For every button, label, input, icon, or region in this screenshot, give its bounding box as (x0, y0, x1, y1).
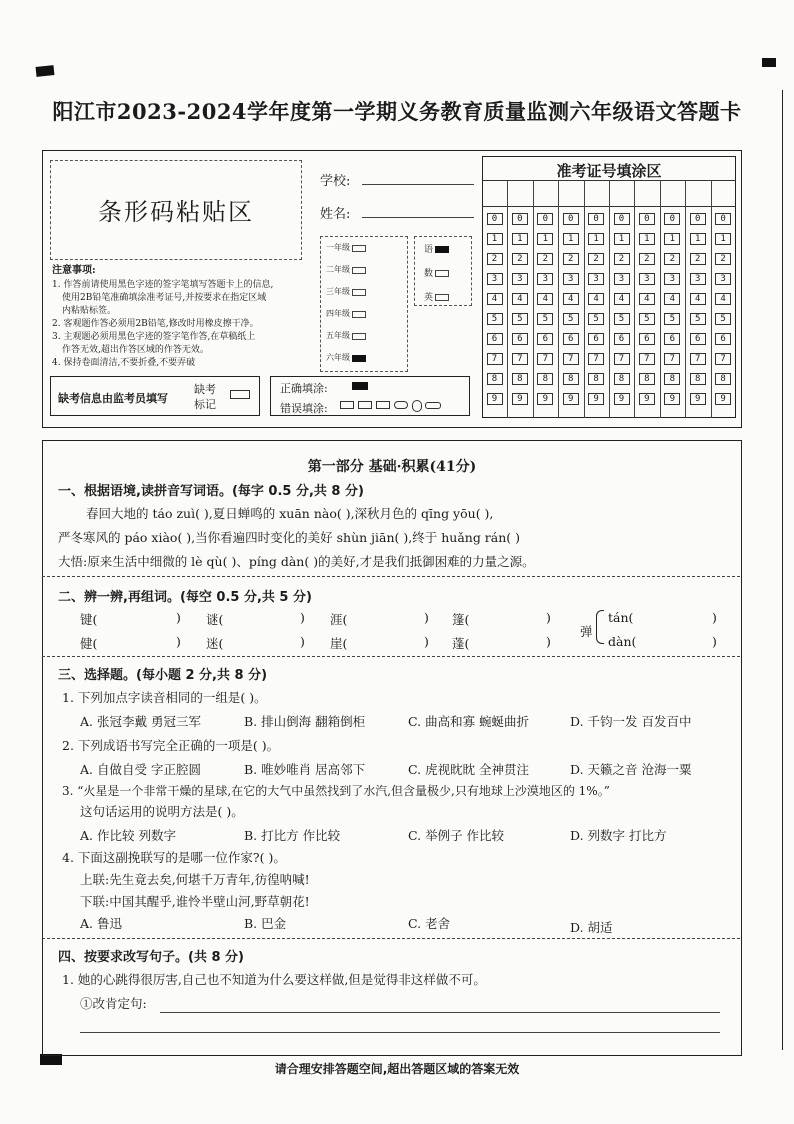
name-field[interactable] (362, 217, 474, 218)
admission-digit-bubble[interactable]: 0 (690, 213, 706, 225)
admission-digit-bubble[interactable]: 1 (715, 233, 731, 245)
q2-r2c4-close: ) (546, 634, 551, 649)
q2-title: 二、辨一辨,再组词。(每空 0.5 分,共 5 分) (58, 590, 312, 605)
correct-fill-label: 正确填涂: (280, 382, 328, 395)
admission-digit-write-cell[interactable] (558, 180, 583, 206)
admission-digit-bubble[interactable]: 2 (690, 253, 706, 265)
admission-digit-bubble[interactable]: 4 (639, 293, 655, 305)
q3-1-opt-b: B. 排山倒海 翻箱倒柜 (244, 714, 366, 729)
subject-chinese-box-filled[interactable] (435, 246, 449, 253)
grade-2-label: 二年级 (326, 265, 350, 274)
q2-tan-close: ) (712, 610, 717, 625)
q2-r1c2-close: ) (300, 610, 305, 625)
grid-column-divider (685, 180, 686, 418)
admission-digit-bubble[interactable]: 3 (639, 273, 655, 285)
correct-fill-sample (352, 382, 368, 390)
footer-notice: 请合理安排答题空间,超出答题区域的答案无效 (274, 1062, 520, 1076)
section-divider-1 (42, 576, 740, 577)
admission-digit-bubble[interactable]: 0 (537, 213, 553, 225)
q2-r2c1-close: ) (176, 634, 181, 649)
admission-digit-bubble[interactable]: 0 (588, 213, 604, 225)
grid-column-divider (533, 180, 534, 418)
grid-column-divider (711, 180, 712, 418)
q2-r1c4: 篷( (452, 612, 470, 627)
admission-digit-bubble[interactable]: 9 (588, 393, 604, 405)
q2-dan: dàn( (608, 634, 637, 649)
subject-chinese[interactable] (424, 242, 449, 255)
wrong-fill-samples (340, 400, 441, 412)
q3-3-opt-d: D. 列数字 打比方 (570, 828, 667, 843)
admission-digit-write-cell[interactable] (711, 180, 736, 206)
q2-r2c1: 健( (80, 636, 98, 651)
name-label: 姓名: (320, 207, 351, 222)
admission-digit-bubble[interactable]: 4 (588, 293, 604, 305)
grade-5[interactable] (326, 330, 366, 341)
q2-dan-close: ) (712, 634, 717, 649)
admission-digit-bubble[interactable]: 0 (487, 213, 503, 225)
admission-digit-bubble[interactable]: 7 (537, 353, 553, 365)
admission-digit-bubble[interactable]: 1 (563, 233, 579, 245)
admission-digit-bubble[interactable]: 2 (588, 253, 604, 265)
admission-digit-bubble[interactable]: 6 (588, 333, 604, 345)
admission-digit-bubble[interactable]: 7 (664, 353, 680, 365)
grade-4-box[interactable] (352, 311, 366, 318)
admission-digit-bubble[interactable]: 7 (563, 353, 579, 365)
admission-digit-write-cell[interactable] (634, 180, 659, 206)
admission-digit-bubble[interactable]: 3 (715, 273, 731, 285)
admission-digit-bubble[interactable]: 3 (614, 273, 630, 285)
admission-digit-bubble[interactable]: 1 (487, 233, 503, 245)
admission-digit-bubble[interactable]: 6 (639, 333, 655, 345)
q4-1-sentence: 1. 她的心跳得很厉害,自己也不知道为什么要这样做,但是觉得非这样做不可。 (62, 972, 486, 987)
admission-digit-bubble[interactable]: 8 (487, 373, 503, 385)
admission-digit-bubble[interactable]: 8 (512, 373, 528, 385)
q3-2-opt-a: A. 自做自受 字正腔圆 (80, 762, 201, 777)
admission-digit-bubble[interactable]: 0 (664, 213, 680, 225)
admission-digit-bubble[interactable]: 5 (563, 313, 579, 325)
q2-tan: tán( (608, 610, 634, 625)
barcode-label: 条形码粘贴区 (98, 198, 254, 226)
q3-4-up: 上联:先生竟去矣,何堪千万青年,彷徨呐喊! (80, 872, 310, 887)
admission-digit-bubble[interactable]: 9 (639, 393, 655, 405)
school-field[interactable] (362, 184, 474, 185)
grade-2-box[interactable] (352, 267, 366, 274)
subject-english[interactable] (424, 290, 449, 303)
admission-digit-bubble[interactable]: 6 (563, 333, 579, 345)
absent-mark-label: 缺考标记 (194, 383, 216, 411)
admission-digit-bubble[interactable]: 9 (563, 393, 579, 405)
admission-title: 准考证号填涂区 (556, 162, 662, 180)
subject-math-label: 数 (424, 269, 434, 279)
grade-6-label: 六年级 (326, 353, 350, 362)
admission-digit-bubble[interactable]: 2 (563, 253, 579, 265)
admission-digit-bubble[interactable]: 9 (614, 393, 630, 405)
admission-digit-bubble[interactable]: 5 (664, 313, 680, 325)
subject-english-box[interactable] (435, 294, 449, 301)
admission-digit-bubble[interactable]: 7 (614, 353, 630, 365)
section-divider-2 (42, 656, 740, 657)
admission-digit-bubble[interactable]: 3 (588, 273, 604, 285)
admission-digit-write-cell[interactable] (533, 180, 558, 206)
section-divider-3 (42, 938, 740, 939)
grade-1[interactable] (326, 242, 366, 253)
grade-3-box[interactable] (352, 289, 366, 296)
q3-4-down: 下联:中国其醒乎,谁怜半壁山河,野草朝花! (80, 894, 310, 909)
q3-2-stem: 2. 下列成语书写完全正确的一项是( )。 (62, 738, 280, 753)
admission-digit-bubble[interactable]: 3 (512, 273, 528, 285)
admission-digit-bubble[interactable]: 0 (715, 213, 731, 225)
admission-digit-bubble[interactable]: 1 (512, 233, 528, 245)
note-line-2: 使用2B铅笔准确填涂准考证号,并按要求在指定区域 (62, 293, 267, 303)
admission-digit-bubble[interactable]: 4 (563, 293, 579, 305)
admission-digit-bubble[interactable]: 8 (614, 373, 630, 385)
grid-column-divider (584, 180, 585, 418)
q3-4-opt-c: C. 老舍 (408, 916, 451, 931)
admission-digit-bubble[interactable]: 6 (537, 333, 553, 345)
admission-digit-bubble[interactable]: 6 (512, 333, 528, 345)
admission-digit-bubble[interactable]: 9 (487, 393, 503, 405)
note-line-7: 4. 保持卷面清洁,不要折叠,不要弄破 (52, 358, 196, 368)
admission-digit-bubble[interactable]: 1 (537, 233, 553, 245)
admission-digit-bubble[interactable]: 7 (690, 353, 706, 365)
subject-english-label: 英 (424, 293, 434, 303)
admission-digit-bubble[interactable]: 1 (639, 233, 655, 245)
grid-column-divider (660, 180, 661, 418)
admission-digit-bubble[interactable]: 9 (690, 393, 706, 405)
admission-digit-bubble[interactable]: 3 (537, 273, 553, 285)
admission-digit-bubble[interactable]: 6 (664, 333, 680, 345)
q3-2-opt-d: D. 天籁之音 沧海一粟 (570, 762, 692, 777)
admission-digit-bubble[interactable]: 3 (690, 273, 706, 285)
grade-1-box[interactable] (352, 245, 366, 252)
admission-digit-bubble[interactable]: 2 (614, 253, 630, 265)
admission-digit-bubble[interactable]: 5 (537, 313, 553, 325)
grade-5-label: 五年级 (326, 331, 350, 340)
admission-digit-bubble[interactable]: 8 (588, 373, 604, 385)
q4-title: 四、按要求改写句子。(共 8 分) (58, 950, 244, 965)
note-line-6: 作答无效,超出作答区域的作答无效。 (62, 345, 209, 355)
admission-digit-write-cell[interactable] (584, 180, 609, 206)
q2-r2c3: 崖( (330, 636, 348, 651)
admission-digit-bubble[interactable]: 8 (639, 373, 655, 385)
part1-title: 第一部分 基础·积累(41分) (307, 459, 477, 475)
grade-3[interactable] (326, 286, 366, 297)
q3-4-opt-b: B. 巴金 (244, 916, 287, 931)
q2-r1c2: 谜( (206, 612, 224, 627)
q3-2-opt-c: C. 虎视眈眈 全神贯注 (408, 762, 530, 777)
admission-digit-bubble[interactable]: 2 (639, 253, 655, 265)
admission-digit-bubble[interactable]: 1 (588, 233, 604, 245)
q2-r1c1-close: ) (176, 610, 181, 625)
grade-6[interactable] (326, 352, 366, 363)
exam-title: 阳江市2023-2024学年度第一学期义务教育质量监测六年级语文答题卡 (52, 99, 742, 124)
admission-digit-bubble[interactable]: 1 (690, 233, 706, 245)
absent-info-label: 缺考信息由监考员填写 (58, 392, 168, 405)
admission-digit-bubble[interactable]: 3 (487, 273, 503, 285)
registration-mark-top-left (36, 65, 55, 77)
admission-digit-bubble[interactable]: 5 (512, 313, 528, 325)
admission-digit-bubble[interactable]: 2 (487, 253, 503, 265)
q3-1-opt-d: D. 千钧一发 百发百中 (570, 714, 692, 729)
admission-digit-bubble[interactable]: 6 (690, 333, 706, 345)
registration-mark-top-right (762, 58, 776, 67)
admission-digit-bubble[interactable]: 0 (512, 213, 528, 225)
q2-r2c4: 蓬( (452, 636, 470, 651)
note-line-5: 3. 主观题必须用黑色字迹的签字笔作答,在草稿纸上 (52, 332, 256, 342)
admission-digit-write-cell[interactable] (507, 180, 532, 206)
admission-digit-bubble[interactable]: 7 (715, 353, 731, 365)
admission-digit-bubble[interactable]: 7 (588, 353, 604, 365)
q3-4-opt-d: D. 胡适 (570, 920, 613, 935)
q3-1-opt-a: A. 张冠李戴 勇冠三军 (80, 714, 201, 729)
admission-digit-bubble[interactable]: 8 (563, 373, 579, 385)
admission-digit-bubble[interactable]: 8 (537, 373, 553, 385)
admission-digit-bubble[interactable]: 4 (487, 293, 503, 305)
note-line-3: 内粘贴标签。 (62, 306, 117, 316)
admission-digit-bubble[interactable]: 9 (715, 393, 731, 405)
q2-brace (596, 610, 604, 644)
subject-chinese-label: 语 (424, 245, 434, 255)
grade-2[interactable] (326, 264, 366, 275)
q2-r1c4-close: ) (546, 610, 551, 625)
admission-digit-bubble[interactable]: 5 (614, 313, 630, 325)
admission-digit-bubble[interactable]: 4 (664, 293, 680, 305)
grade-1-label: 一年级 (326, 243, 350, 252)
admission-digit-bubble[interactable]: 3 (563, 273, 579, 285)
note-line-4: 2. 客观题作答必须用2B铅笔,修改时用橡皮擦干净。 (52, 319, 259, 329)
admission-digit-bubble[interactable]: 8 (664, 373, 680, 385)
admission-digit-bubble[interactable]: 9 (664, 393, 680, 405)
grade-4-label: 四年级 (326, 309, 350, 318)
q3-3-opt-a: A. 作比较 列数字 (80, 828, 176, 843)
grid-column-divider (507, 180, 508, 418)
school-label: 学校: (320, 174, 351, 189)
admission-digit-bubble[interactable]: 5 (715, 313, 731, 325)
q2-dan-char: 弹 (580, 624, 593, 639)
q1-line1: 春回大地的 táo zuì( ),夏日蝉鸣的 xuān nào( ),深秋月色的 qīng yōu( ), (86, 506, 494, 521)
admission-digit-bubble[interactable]: 4 (512, 293, 528, 305)
admission-digit-bubble[interactable]: 8 (690, 373, 706, 385)
admission-digit-bubble[interactable]: 7 (639, 353, 655, 365)
q3-1-opt-c: C. 曲高和寡 蜿蜒曲折 (408, 714, 530, 729)
q2-r2c3-close: ) (424, 634, 429, 649)
q2-r2c2-close: ) (300, 634, 305, 649)
q3-3-opt-c: C. 举例子 作比较 (408, 828, 505, 843)
q2-r2c2: 迷( (206, 636, 224, 651)
admission-digit-bubble[interactable]: 2 (512, 253, 528, 265)
grade-3-label: 三年级 (326, 287, 350, 296)
admission-digit-bubble[interactable]: 6 (487, 333, 503, 345)
q2-r1c3: 涯( (330, 612, 348, 627)
admission-digit-bubble[interactable]: 0 (563, 213, 579, 225)
q2-r1c3-close: ) (424, 610, 429, 625)
admission-digit-write-cell[interactable] (685, 180, 710, 206)
grade-5-box[interactable] (352, 333, 366, 340)
q4-1a-answer-line[interactable] (160, 1012, 720, 1013)
admission-digit-bubble[interactable]: 6 (614, 333, 630, 345)
q3-4-stem: 4. 下面这副挽联写的是哪一位作家?( )。 (62, 850, 286, 865)
admission-digit-bubble[interactable]: 3 (664, 273, 680, 285)
admission-digit-bubble[interactable]: 4 (690, 293, 706, 305)
admission-digit-bubble[interactable]: 2 (664, 253, 680, 265)
notes-title: 注意事项: (52, 265, 96, 276)
admission-digit-bubble[interactable]: 4 (715, 293, 731, 305)
absent-mark-box[interactable] (230, 390, 250, 399)
admission-digit-write-cell[interactable] (660, 180, 685, 206)
admission-digit-bubble[interactable]: 5 (487, 313, 503, 325)
q3-4-opt-a: A. 鲁迅 (80, 916, 122, 931)
grid-column-divider (634, 180, 635, 418)
grid-column-divider (558, 180, 559, 418)
admission-digit-bubble[interactable]: 2 (715, 253, 731, 265)
admission-digit-bubble[interactable]: 1 (614, 233, 630, 245)
q1-title: 一、根据语境,读拼音写词语。(每字 0.5 分,共 8 分) (58, 484, 364, 499)
q1-line2: 严冬寒风的 páo xiào( ),当你看遍四时变化的美好 shùn jiān( ),终于 huǎng rán( ) (58, 530, 521, 545)
admission-digit-bubble[interactable]: 8 (715, 373, 731, 385)
admission-digit-bubble[interactable]: 5 (690, 313, 706, 325)
admission-digit-bubble[interactable]: 0 (614, 213, 630, 225)
admission-digit-bubble[interactable]: 0 (639, 213, 655, 225)
admission-digit-write-cell[interactable] (609, 180, 634, 206)
grade-6-box-filled[interactable] (352, 355, 366, 362)
grid-column-divider (609, 180, 610, 418)
admission-digit-bubble[interactable]: 7 (487, 353, 503, 365)
q3-3-stem: 3. “火星是一个非常干燥的星球,在它的大气中虽然找到了水汽,但含量极少,只有地球上沙漠地区的 1%。” (62, 784, 610, 798)
q3-3-stem2: 这句话运用的说明方法是( )。 (80, 804, 244, 819)
admission-digit-bubble[interactable]: 2 (537, 253, 553, 265)
q4-1a-answer-line-2[interactable] (80, 1032, 720, 1033)
q2-r1c1: 键( (80, 612, 98, 627)
q3-title: 三、选择题。(每小题 2 分,共 8 分) (58, 668, 268, 683)
q1-line3: 大悟:原来生活中细微的 lè qù( )、píng dàn( )的美好,才是我们抵御困难的力量之源。 (58, 554, 535, 569)
admission-digit-write-cell[interactable] (482, 180, 507, 206)
right-edge-line (782, 90, 783, 1050)
q3-2-opt-b: B. 唯妙唯肖 居高邻下 (244, 762, 366, 777)
admission-digit-bubble[interactable]: 6 (715, 333, 731, 345)
admission-digit-bubble[interactable]: 5 (588, 313, 604, 325)
admission-digit-bubble[interactable]: 7 (512, 353, 528, 365)
grade-4[interactable] (326, 308, 366, 319)
q3-3-opt-b: B. 打比方 作比较 (244, 828, 341, 843)
admission-digit-bubble[interactable]: 5 (639, 313, 655, 325)
subject-math-box[interactable] (435, 270, 449, 277)
q4-1a-label: ①改肯定句: (80, 996, 147, 1011)
note-line-1: 1. 作答前请使用黑色字迹的签字笔填写答题卡上的信息, (52, 280, 274, 290)
q3-1-stem: 1. 下列加点字读音相同的一组是( )。 (62, 690, 267, 705)
wrong-fill-label: 错误填涂: (280, 402, 328, 415)
admission-digit-bubble[interactable]: 4 (614, 293, 630, 305)
admission-digit-bubble[interactable]: 9 (537, 393, 553, 405)
admission-digit-bubble[interactable]: 4 (537, 293, 553, 305)
subject-math[interactable] (424, 266, 449, 279)
admission-digit-bubble[interactable]: 9 (512, 393, 528, 405)
admission-digit-bubble[interactable]: 1 (664, 233, 680, 245)
